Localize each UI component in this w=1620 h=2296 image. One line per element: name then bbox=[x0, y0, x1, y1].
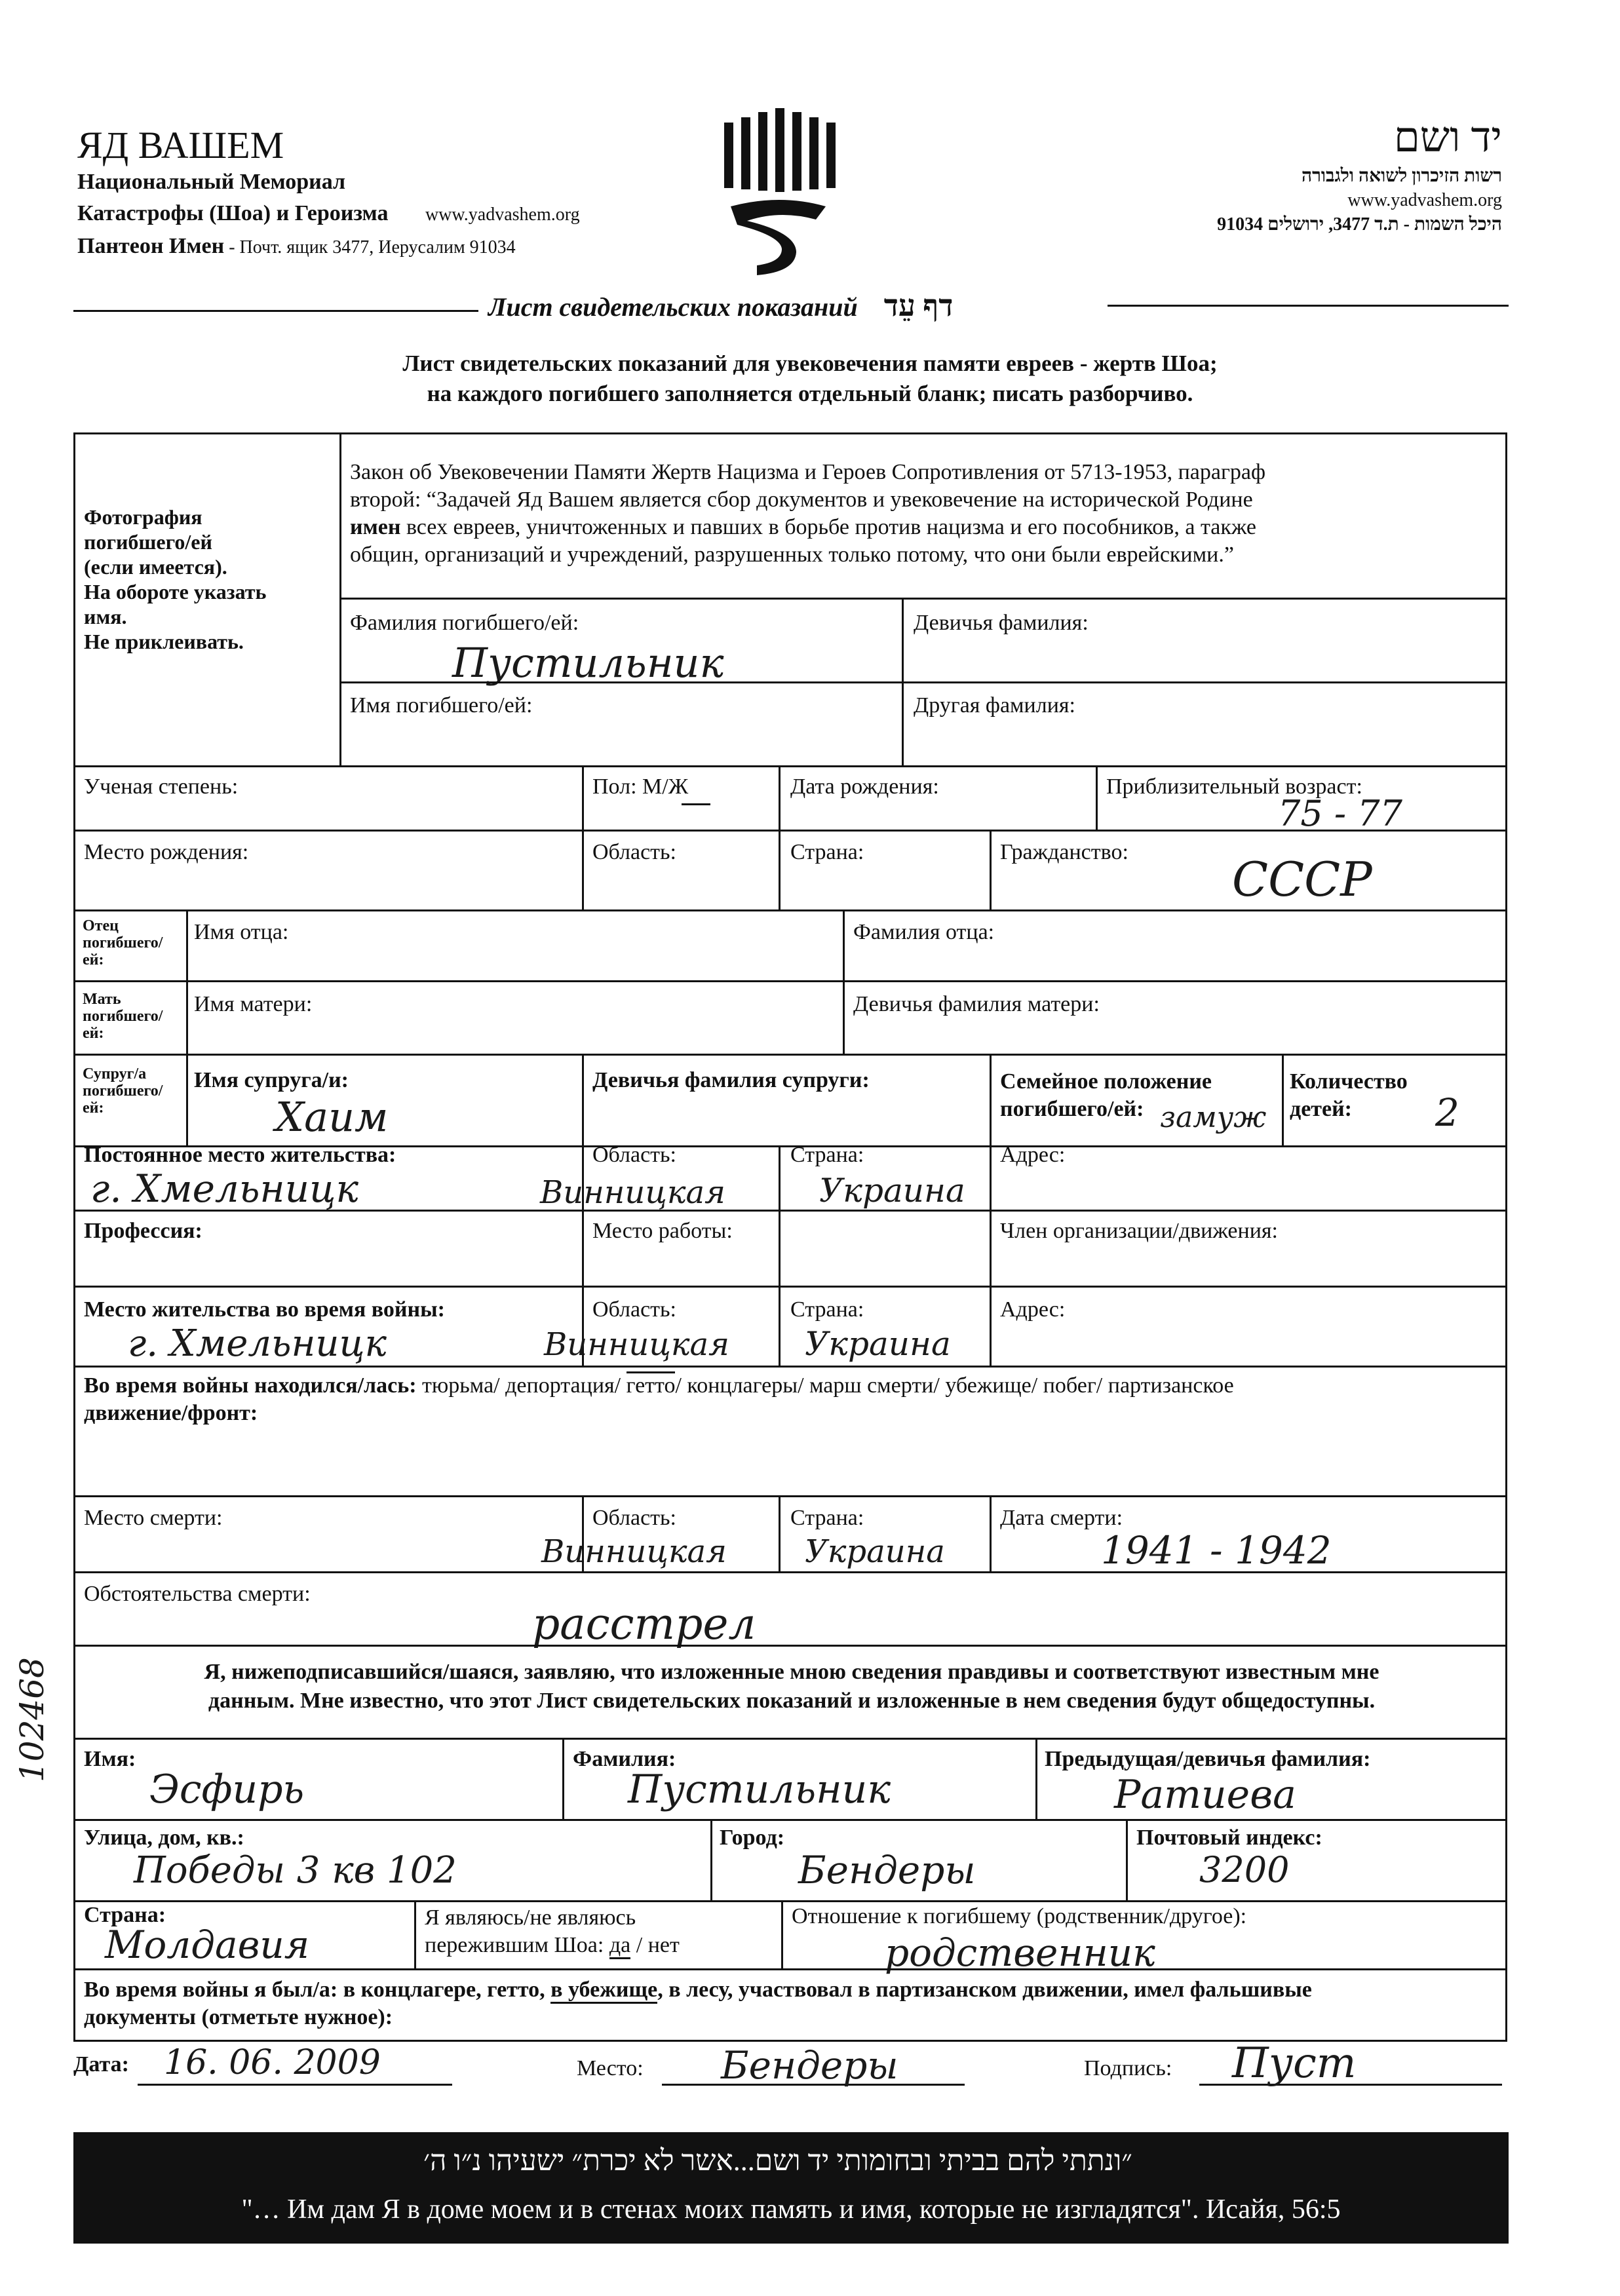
submitter-first-value: Эсфирь bbox=[149, 1767, 305, 1812]
photo-box-line-5: имя. bbox=[84, 605, 127, 628]
residence-label: Постоянное место жительства: bbox=[84, 1143, 396, 1167]
victim-maiden-label: Девичья фамилия: bbox=[914, 611, 1089, 635]
org-line-2-row bbox=[77, 198, 733, 231]
war-residence-country-value: Украина bbox=[805, 1325, 951, 1363]
form-title-he: דף עֵד bbox=[883, 289, 954, 322]
submitter-first-label: Имя: bbox=[84, 1747, 136, 1771]
spouse-name-value: Хаим bbox=[275, 1093, 389, 1141]
photo-box-text bbox=[84, 505, 333, 654]
workplace-label: Место работы: bbox=[592, 1219, 733, 1243]
dob-label: Дата рождения: bbox=[790, 775, 939, 799]
street-value: Победы 3 кв 102 bbox=[134, 1849, 457, 1892]
death-country-label: Страна: bbox=[790, 1506, 864, 1530]
form-title-ru: Лист свидетельских показаний bbox=[488, 292, 858, 322]
submitter-war-status bbox=[84, 1976, 1499, 2031]
family-status-value: замуж bbox=[1160, 1101, 1267, 1134]
menorah-logo-icon bbox=[718, 108, 849, 278]
birthplace-country-label: Страна: bbox=[790, 840, 864, 864]
rule bbox=[73, 980, 1507, 982]
rule bbox=[339, 681, 1507, 683]
rule bbox=[73, 1495, 1507, 1497]
place-value: Бендеры bbox=[721, 2043, 898, 2088]
survivor-label-1: Я являюсь/не являюсь bbox=[425, 1905, 636, 1930]
org-line-1: Национальный Мемориал bbox=[77, 170, 346, 194]
photo-box-line-2: погибшего/ей bbox=[84, 530, 212, 554]
residence-region-value: Винницкая bbox=[540, 1174, 725, 1211]
submitter-surname-value: Пустильник bbox=[628, 1767, 891, 1812]
law-line-4: общин, организаций и учреждений, разрушенных только потому, что они были еврейскими.” bbox=[350, 543, 1234, 567]
rule bbox=[73, 1645, 1507, 1647]
rule bbox=[781, 1900, 783, 1968]
death-date-value: 1941 - 1942 bbox=[1101, 1528, 1332, 1573]
victim-other-label: Другая фамилия: bbox=[914, 693, 1075, 718]
father-side-2: погибшего/ bbox=[83, 934, 163, 951]
mother-name-label: Имя матери: bbox=[194, 992, 313, 1016]
declaration-line-2: данным. Мне известно, что этот Лист свидетельских показаний и изложенные в нем сведения будут общедоступны. bbox=[208, 1689, 1376, 1713]
family-status-label-1: Семейное положение bbox=[1000, 1069, 1212, 1094]
photo-box-line-6: Не приклеивать. bbox=[84, 630, 244, 653]
city-label: Город: bbox=[720, 1826, 785, 1850]
signature-label: Подпись: bbox=[1084, 2056, 1172, 2080]
form-title bbox=[488, 288, 1111, 323]
city-value: Бендеры bbox=[798, 1848, 976, 1892]
postal-label: Почтовый индекс: bbox=[1136, 1826, 1322, 1850]
member-label: Член организации/движения: bbox=[1000, 1219, 1278, 1243]
rule bbox=[339, 598, 1507, 600]
rule bbox=[73, 830, 1507, 832]
death-region-value: Винницкая bbox=[541, 1533, 727, 1570]
rule bbox=[779, 1495, 781, 1571]
photo-box-line-3: (если имеется). bbox=[84, 555, 227, 579]
residence-value: г. Хмельницк bbox=[90, 1166, 359, 1211]
submitter-war-line-1c: , в лесу, участвовал в партизанском движении, имел фальшивые bbox=[657, 1978, 1312, 2002]
org-title: ЯД ВАШЕМ bbox=[77, 124, 284, 166]
law-line-3-bold: имен bbox=[350, 515, 401, 539]
children-value: 2 bbox=[1435, 1090, 1459, 1135]
rule bbox=[1282, 1054, 1284, 1145]
residence-country-label: Страна: bbox=[790, 1143, 864, 1167]
date-line bbox=[138, 2084, 452, 2086]
submitter-country-label: Страна: bbox=[84, 1903, 166, 1927]
survivor-label-2 bbox=[425, 1932, 680, 1959]
title-rule-right bbox=[1108, 305, 1509, 307]
rule bbox=[710, 1819, 712, 1900]
rule bbox=[73, 1571, 1507, 1573]
relation-label: Отношение к погибшему (родственник/другое): bbox=[792, 1904, 1247, 1928]
relation-value: родственник bbox=[885, 1930, 1155, 1975]
rule bbox=[990, 1054, 992, 1300]
header-right bbox=[983, 111, 1502, 237]
war-residence-value: г. Хмельницк bbox=[128, 1322, 387, 1365]
spouse-side-1: Супруг/а bbox=[83, 1065, 147, 1082]
circumstances-label: Обстоятельства смерти: bbox=[84, 1582, 311, 1606]
citizenship-label: Гражданство: bbox=[1000, 840, 1128, 864]
law-text bbox=[350, 459, 1505, 569]
death-place-label: Место смерти: bbox=[84, 1506, 223, 1530]
rule bbox=[1035, 1738, 1037, 1819]
father-side-label bbox=[83, 917, 163, 968]
submitter-prev-label: Предыдущая/девичья фамилия: bbox=[1045, 1747, 1371, 1771]
war-residence-country-label: Страна: bbox=[790, 1297, 864, 1322]
place-label: Место: bbox=[577, 2056, 644, 2080]
rule bbox=[1126, 1819, 1128, 1900]
signature-value: Пуст bbox=[1232, 2039, 1357, 2088]
survivor-label bbox=[425, 1904, 680, 1959]
father-name-label: Имя отца: bbox=[194, 920, 289, 944]
intro-text bbox=[77, 349, 1543, 409]
victim-surname-label: Фамилия погибшего/ей: bbox=[350, 611, 579, 635]
death-region-label: Область: bbox=[592, 1506, 676, 1530]
spouse-side-2: погибшего/ bbox=[83, 1082, 163, 1100]
children-label-1: Количество bbox=[1290, 1069, 1408, 1094]
mother-side-3: ей: bbox=[83, 1025, 104, 1042]
rule bbox=[990, 830, 992, 909]
title-rule-left bbox=[73, 310, 478, 312]
rule bbox=[779, 765, 781, 909]
rule bbox=[73, 1210, 1507, 1212]
profession-label: Профессия: bbox=[84, 1219, 202, 1243]
postal-value: 3200 bbox=[1199, 1849, 1290, 1890]
spouse-side-3: ей: bbox=[83, 1100, 104, 1117]
declaration-line-1: Я, нижеподписавшийся/шаяся, заявляю, что изложенные мною сведения правдивы и соответствуют известным мне bbox=[204, 1660, 1379, 1684]
date-label: Дата: bbox=[73, 2052, 129, 2076]
rule bbox=[779, 1145, 781, 1300]
submitter-war-line-1 bbox=[84, 1976, 1499, 2004]
war-residence-label: Место жительства во время войны: bbox=[84, 1297, 445, 1322]
death-date-label: Дата смерти: bbox=[1000, 1506, 1123, 1530]
children-label-2: детей: bbox=[1290, 1097, 1352, 1121]
spouse-side-label bbox=[83, 1065, 163, 1117]
rule bbox=[73, 909, 1507, 911]
mother-maiden-label: Девичья фамилия матери: bbox=[853, 992, 1100, 1016]
rule bbox=[990, 1495, 992, 1571]
org-line-2: Катастрофы (Шоа) и Героизма bbox=[77, 201, 389, 225]
photo-box-line-1: Фотография bbox=[84, 505, 202, 529]
spouse-maiden-label: Девичья фамилия супруги: bbox=[592, 1068, 870, 1092]
org-line-3-rest: - Почт. ящик 3477, Иерусалим 91034 bbox=[224, 237, 516, 258]
rule bbox=[73, 1968, 1507, 1970]
submitter-war-line-2: документы (отметьте нужное): bbox=[84, 2005, 393, 2029]
law-line-1: Закон об Увековечении Памяти Жертв Нацизма и Героев Сопротивления от 5713-1953, параграф bbox=[350, 460, 1266, 484]
mother-side-1: Мать bbox=[83, 991, 121, 1008]
residence-region-label: Область: bbox=[592, 1143, 676, 1167]
survivor-label-2a: пережившим Шоа: bbox=[425, 1933, 609, 1957]
rule bbox=[1096, 765, 1098, 830]
birthplace-region-label: Область: bbox=[592, 840, 676, 864]
intro-line-1: Лист свидетельских показаний для увековечения памяти евреев - жертв Шоа; bbox=[402, 351, 1218, 376]
submitter-war-marked: в убежище bbox=[550, 1978, 657, 2004]
submitter-country-value: Молдавия bbox=[105, 1923, 310, 1967]
declaration bbox=[84, 1658, 1499, 1715]
header-left bbox=[77, 124, 733, 263]
law-line-2: второй: “Задачей Яд Вашем является сбор документов и увековечение на исторической Родине bbox=[350, 488, 1253, 512]
margin-note: 102468 bbox=[13, 1657, 51, 1782]
photo-box-line-4: На обороте указать bbox=[84, 580, 267, 603]
org-line-3-row bbox=[77, 231, 733, 263]
street-label: Улица, дом, кв.: bbox=[84, 1826, 244, 1850]
sex-mark bbox=[682, 803, 710, 805]
birthplace-label: Место рождения: bbox=[84, 840, 249, 864]
residence-address-label: Адрес: bbox=[1000, 1143, 1066, 1167]
war-status-line-1 bbox=[84, 1372, 1499, 1400]
he-website: www.yadvashem.org bbox=[1347, 190, 1502, 210]
rule bbox=[73, 765, 1507, 767]
degree-label: Ученая степень: bbox=[84, 775, 239, 799]
footer-ru-quote: "… Им дам Я в доме моем и в стенах моих память и имя, которые не изгладятся". Исайя, 56:5 bbox=[241, 2194, 1341, 2225]
father-surname-label: Фамилия отца: bbox=[853, 920, 995, 944]
mother-side-2: погибшего/ bbox=[83, 1008, 163, 1025]
mother-side-label bbox=[83, 991, 163, 1042]
father-side-1: Отец bbox=[83, 917, 119, 934]
submitter-prev-value: Ратиева bbox=[1114, 1772, 1296, 1818]
intro-line-2: на каждого погибшего заполняется отдельный бланк; писать разборчиво. bbox=[427, 381, 1193, 406]
rule bbox=[73, 1738, 1507, 1740]
survivor-label-2c: / нет bbox=[630, 1933, 680, 1957]
victim-surname-value: Пустильник bbox=[452, 639, 724, 687]
footer-banner bbox=[73, 2132, 1509, 2244]
war-residence-address-label: Адрес: bbox=[1000, 1297, 1066, 1322]
rule bbox=[990, 1286, 992, 1366]
rule bbox=[414, 1900, 416, 1968]
spouse-name-label: Имя супруга/и: bbox=[194, 1068, 349, 1092]
he-line-1: רשות הזיכרון לשואה ולגבורה bbox=[1301, 166, 1502, 186]
father-side-3: ей: bbox=[83, 951, 104, 968]
rule bbox=[73, 1900, 1507, 1902]
org-website: www.yadvashem.org bbox=[425, 204, 580, 225]
war-status-line-2: движение/фронт: bbox=[84, 1401, 258, 1425]
survivor-yes-marked: да bbox=[609, 1933, 630, 1959]
rule bbox=[779, 1286, 781, 1366]
he-title: יד ושם bbox=[1393, 114, 1502, 161]
war-residence-region-value: Винницкая bbox=[544, 1326, 729, 1363]
residence-country-value: Украина bbox=[819, 1172, 965, 1210]
war-status-marked-option: гетто bbox=[627, 1371, 676, 1398]
law-line-3 bbox=[350, 514, 1505, 541]
victim-first-label: Имя погибшего/ей: bbox=[350, 693, 533, 718]
war-residence-region-label: Область: bbox=[592, 1297, 676, 1322]
rule bbox=[73, 1286, 1507, 1288]
rule bbox=[73, 1366, 1507, 1368]
law-line-3-rest: всех евреев, уничтоженных и павших в борьбе против нацизма и его пособников, а также bbox=[400, 515, 1256, 539]
war-status bbox=[84, 1372, 1499, 1427]
date-value: 16. 06. 2009 bbox=[164, 2043, 381, 2082]
citizenship-value: СССР bbox=[1232, 852, 1372, 907]
war-status-label: Во время войны находился/лась: bbox=[84, 1373, 417, 1398]
age-label: Приблизительный возраст: bbox=[1106, 775, 1362, 799]
sex-label: Пол: М/Ж bbox=[592, 775, 689, 799]
death-country-value: Украина bbox=[805, 1533, 945, 1570]
rule bbox=[562, 1738, 564, 1819]
war-status-options-post: / концлагеры/ марш смерти/ убежище/ побег/ партизанское bbox=[675, 1373, 1234, 1398]
submitter-war-line-1a: Во время войны я был/а: в концлагере, гетто, bbox=[84, 1978, 551, 2002]
circumstances-value: расстрел bbox=[532, 1599, 756, 1649]
org-line-3-bold: Пантеон Имен bbox=[77, 234, 225, 258]
family-status-label-2: погибшего/ей: bbox=[1000, 1097, 1144, 1121]
children-label bbox=[1290, 1068, 1408, 1123]
rule bbox=[582, 765, 584, 909]
rule bbox=[186, 909, 188, 1145]
rule bbox=[73, 1819, 1507, 1821]
submitter-surname-label: Фамилия: bbox=[573, 1747, 676, 1771]
footer-he-quote: ״ונתתי להם בביתי ובחומותי יד ושם...אשר לא יכרת״ ישעיהו נ״ו ה׳ bbox=[423, 2145, 1132, 2177]
war-status-options-pre: тюрьма/ депортация/ bbox=[416, 1373, 627, 1398]
rule bbox=[73, 1054, 1507, 1056]
age-value: 75 - 77 bbox=[1278, 793, 1403, 834]
he-line-3: היכל השמות - ת.ד 3477, ירושלים 91034 bbox=[1217, 214, 1502, 235]
